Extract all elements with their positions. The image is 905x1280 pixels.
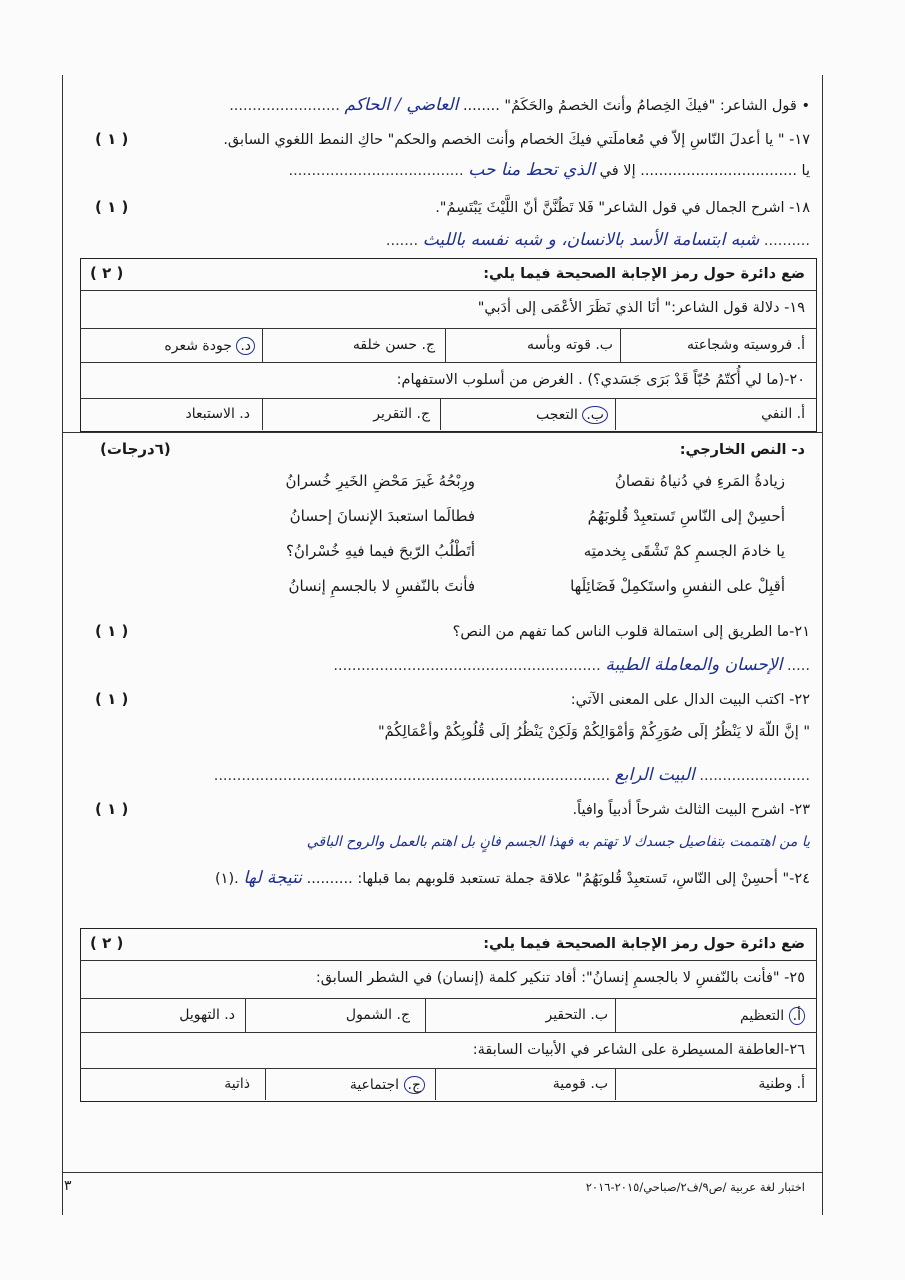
verse-1-right: زيادةُ المَرءِ في دُنياهُ نقصانُ <box>614 472 785 490</box>
page-number: ٣ <box>64 1178 72 1194</box>
q21-answer-line: ..... الإحسان والمعاملة الطيبة .......................................................... <box>333 655 810 675</box>
q20-text: ٢٠-(ما لي أُكتّمُ حُبّاً قَدْ بَرَى جَسَدي؟) . الغرض من أسلوب الاستفهام: <box>396 372 805 388</box>
q22-text: ٢٢- اكتب البيت الدال على المعنى الآتي: <box>570 692 810 708</box>
section-d-marks: (٦درجات) <box>100 440 171 458</box>
q25-text: ٢٥- "فأنت بالنّفسِ لا بالجسمِ إنسانُ": أفاد تنكير كلمة (إنسان) في الشطر السابق: <box>315 970 805 986</box>
bullet: • <box>801 98 810 114</box>
q22-mark: ( ١ ) <box>95 690 129 708</box>
q24-text: ٢٤-" أحسِنْ إلى النّاسِ، تَستعبِدْ قُلوبَهُمُ" علاقة جملة تستعبد قلوبهم بما قبلها: .......... نتيجة لها .(١) <box>214 868 810 888</box>
quote-dots: ........................ <box>229 98 340 114</box>
verse-4-left: فأنتَ بالنّفسِ لا بالجسمِ إنسانُ <box>288 577 475 595</box>
verse-3-left: أتَطْلُبُ الرّبحَ فيما فيهِ خُسْرانُ؟ <box>285 542 475 560</box>
q24-handwritten-answer: نتيجة لها <box>243 868 303 888</box>
q17-handwritten-answer: الذي تحط منا حب <box>468 160 596 180</box>
box2-header: ضع دائرة حول رمز الإجابة الصحيحة فيما يلي: <box>483 936 805 952</box>
q18-text: ١٨- اشرح الجمال في قول الشاعر" فَلا تَظُنَّنَّ أنّ اللَّيْثَ يَبْتَسِمُ". <box>435 200 810 216</box>
q20-option-a[interactable]: أ. النفي <box>761 406 805 422</box>
q17-text: ١٧- " يا أعدلَ النّاسِ إلاّ في مُعاملَتي فيكَ الخصام وأنت الخصم والحكم" حاكِ النمط اللغوي السابق. <box>223 132 810 148</box>
q18-handwritten-answer: شبه ابتسامة الأسد بالانسان، و شبه نفسه بالليث <box>422 230 760 250</box>
q22-answer-line: ........................ البيت الرابع ...................................................................................... <box>213 765 810 785</box>
verse-2-right: أحسِنْ إلى النّاسِ تَستعبِدْ قُلوبَهُمُ <box>587 507 785 525</box>
q23-answer-line <box>307 832 810 852</box>
answer-circle: ج. <box>404 1076 426 1094</box>
verse-2-left: فطالَما استعبدَ الإنسانَ إحسانُ <box>289 507 475 525</box>
page-frame-left <box>62 75 63 1215</box>
q25-option-b[interactable]: ب. التحقير <box>545 1007 608 1023</box>
section-d-title: د- النص الخارجي: <box>679 442 805 458</box>
page-frame-right <box>822 75 823 1215</box>
q20-option-c[interactable]: ج. التقرير <box>373 406 430 422</box>
q18-mark: ( ١ ) <box>95 198 129 216</box>
q21-mark: ( ١ ) <box>95 622 129 640</box>
box1-header: ضع دائرة حول رمز الإجابة الصحيحة فيما يلي: <box>483 266 805 282</box>
q22-quote: " إنَّ اللّهَ لا يَنْظُرُ إلَى صُوَرِكُمْ وَأمْوَالِكُمْ وَلَكِنْ يَنْظُرُ إلَى قُلُوبِكُمْ وأعْمَالِكُمْ" <box>378 724 810 740</box>
verse-4-right: أقبِلْ على النفسِ واستَكمِلْ فَضَائِلَها <box>570 577 785 595</box>
q25-option-c[interactable]: ج. الشمول <box>345 1007 410 1023</box>
verse-1-left: ورِبْحُهُ غَيرَ مَحْضِ الخَيرِ خُسرانُ <box>285 472 475 490</box>
q18-answer-line: .......... شبه ابتسامة الأسد بالانسان، و شبه نفسه بالليث ....... <box>385 230 810 250</box>
q23-mark: ( ١ ) <box>95 800 129 818</box>
q26-option-d: ذاتية <box>224 1076 250 1092</box>
q19-option-d[interactable]: د. جودة شعره <box>164 337 255 355</box>
quote-text: قول الشاعر: "فيكَ الخِصامُ وأنتَ الخصمُ والحَكَمُ" ........ <box>462 98 797 114</box>
q17-answer-line: يا .................................. إلا في الذي تحط منا حب ...................................... <box>288 160 810 180</box>
q20-option-b[interactable]: ب. التعجب <box>536 406 608 424</box>
q21-text: ٢١-ما الطريق إلى استمالة قلوب الناس كما تفهم من النص؟ <box>452 624 810 640</box>
q23-handwritten-answer: يا من اهتممت بتفاصيل جسدك لا تهتم به فهذا الجسم فانٍ بل اهتم بالعمل والروح الباقي <box>306 834 810 850</box>
q23-text: ٢٣- اشرح البيت الثالث شرحاً أدبياً وافياً. <box>572 802 810 818</box>
answer-circle: أ. <box>789 1007 805 1025</box>
quote-line <box>229 95 810 116</box>
q25-option-d[interactable]: د. التهويل <box>179 1007 235 1023</box>
q26-option-c[interactable]: ج. اجتماعية <box>350 1076 425 1094</box>
answer-circle: ب. <box>582 406 608 424</box>
q20-option-d[interactable]: د. الاستبعاد <box>185 406 250 422</box>
q19-option-b[interactable]: ب. قوته وبأسه <box>526 337 613 353</box>
box1-mark: ( ٢ ) <box>90 264 124 282</box>
q21-handwritten-answer: الإحسان والمعاملة الطيبة <box>605 655 783 675</box>
q26-option-b[interactable]: ب. قومية <box>552 1076 608 1092</box>
q25-option-a[interactable]: أ. التعظيم <box>740 1007 805 1025</box>
q22-handwritten-answer: البيت الرابع <box>614 765 695 785</box>
q19-text: ١٩- دلالة قول الشاعر:" أنَا الذي نَظَرَ الأعْمَى إلى أدَبي" <box>477 300 805 316</box>
quote-handwritten-answer: العاضي / الحاكم <box>344 95 459 115</box>
q17-mark: ( ١ ) <box>95 130 129 148</box>
q26-text: ٢٦-العاطفة المسيطرة على الشاعر في الأبيات السابقة: <box>472 1042 805 1058</box>
answer-circle: د. <box>236 337 255 355</box>
q19-option-c[interactable]: ج. حسن خلقه <box>352 337 435 353</box>
footer-text: اختبار لغة عربية /ص٩/ف٢/صباحي/٢٠١٥-٢٠١٦ <box>585 1180 805 1194</box>
q19-option-a[interactable]: أ. فروسيته وشجاعته <box>687 337 805 353</box>
box2-mark: ( ٢ ) <box>90 934 124 952</box>
verse-3-right: يا خادمَ الجسمِ كمْ تَشْقَى بِخدمتِه <box>583 542 785 560</box>
q26-option-a[interactable]: أ. وطنية <box>758 1076 805 1092</box>
